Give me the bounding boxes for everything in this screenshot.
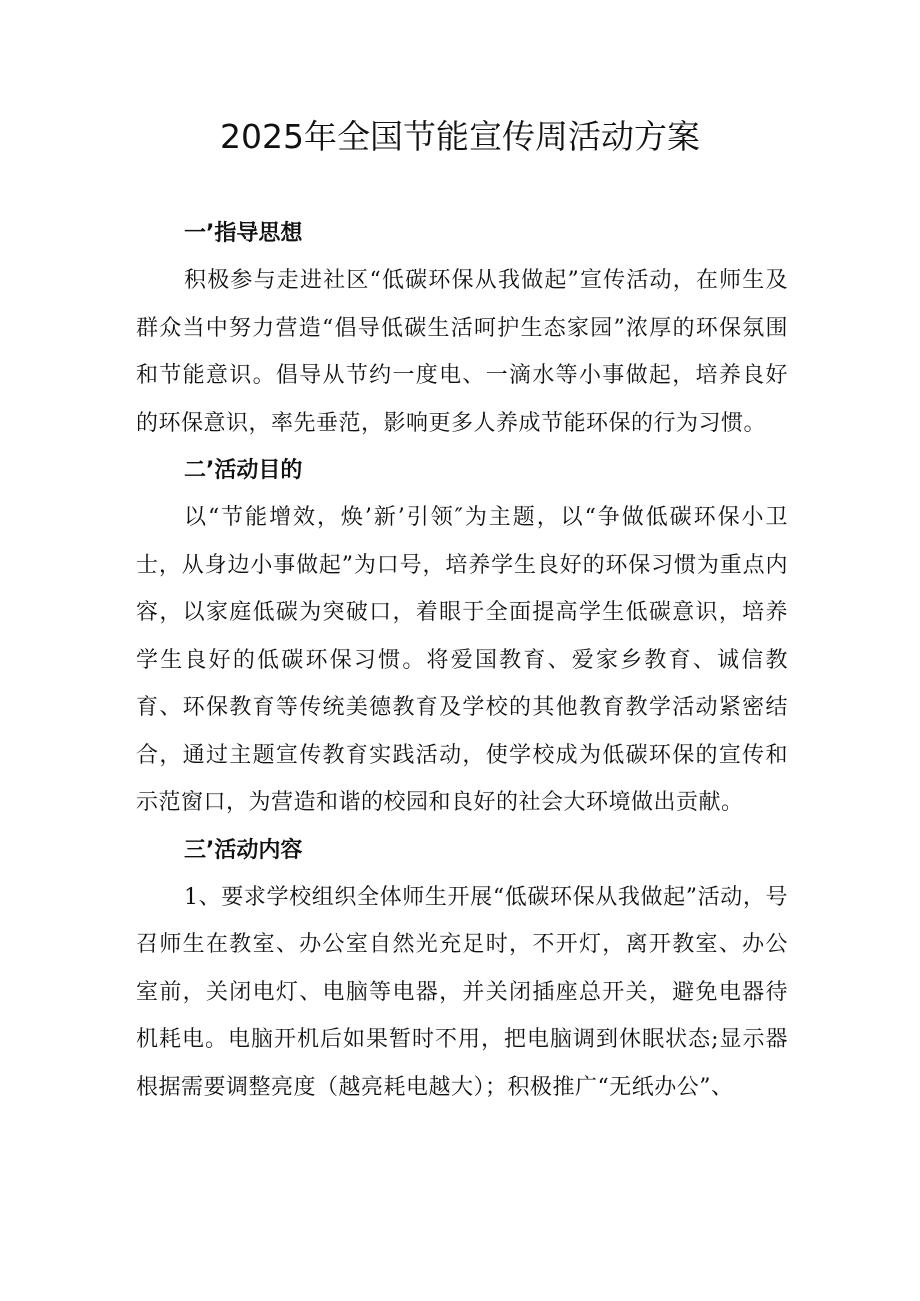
section-guiding-ideology <box>136 210 788 447</box>
section-paragraph: 1、要求学校组织全体师生开展“低碳环保从我做起”活动，号召师生在教室、办公室自然光充足时，不开灯，离开教室、办公室前，关闭电灯、电脑等电器，并关闭插座总开关，避免电器待机耗电。电脑开机后如果暂时不用，把电脑调到休眠状态;显示器根据需要调整亮度（越亮耗电越大）；积极推广“无纸办公”、 <box>136 884 788 1100</box>
section-heading: 二’活动目的 <box>184 458 303 483</box>
document-title: 2025年全国节能宣传周活动方案 <box>220 117 700 156</box>
document-body <box>136 210 788 1111</box>
section-paragraph: 以“节能增效，焕’新’引领″为主题，以“争做低碳环保小卫士，从身边小事做起”为口号，培养学生良好的环保习惯为重点内容，以家庭低碳为突破口，着眼于全面提高学生低碳意识，培养学生良好的低碳环保习惯。将爱国教育、爱家乡教育、诚信教育、环保教育等传统美德教育及学校的其他教育教学活动紧密结合，通过主题宣传教育实践活动，使学校成为低碳环保的宣传和示范窗口，为营造和谐的校园和良好的社会大环境做出贡献。 <box>136 505 788 815</box>
section-heading: 三’活动内容 <box>184 837 303 863</box>
section-paragraph: 积极参与走进社区“低碳环保从我做起”宣传活动，在师生及群众当中努力营造“倡导低碳生活呵护生态家园”浓厚的环保氛围和节能意识。倡导从节约一度电、一滴水等小事做起，培养良好的环保意识，率先垂范，影响更多人养成节能环保的行为习惯。 <box>136 268 788 436</box>
section-activity-purpose <box>136 447 788 827</box>
section-activity-content <box>136 827 788 1112</box>
section-heading: 一’指导思想 <box>184 221 303 246</box>
